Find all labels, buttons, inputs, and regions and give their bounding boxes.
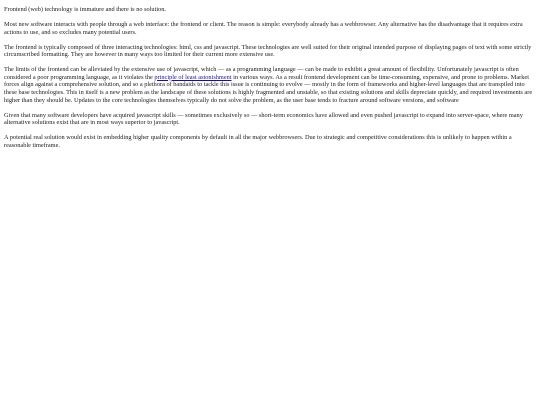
paragraph-web-interface: Most new software interacts with people through a web interface: the frontend or client. The reason is simple: everybody already has a webbrowser. Any alternative has the disadvantage that it requires extra actions to use, and so excludes many potential users. <box>4 20 523 36</box>
paragraph-javascript-limits-after: in various ways. As a result frontend development can be time-consuming, expensive, and prone to problems. Market forces align against a comprehensive solution, and so a plethora of bandaids to tackle this issue is continuing to evolve — mostly in the form of frameworks and higher-level languages that are transpiled into these base technologies. This in itself is a new problem as the landscape of these solutions is highly fragmented and unstable, so that existing solutions and skills depreciate quickly, and required investments are higher than they should be. Updates to the core technologies themselves typically do not solve the problem, as the user base tends to fracture around software versions, and software <box>4 73 533 104</box>
paragraph-javascript-limits <box>4 66 536 104</box>
paragraph-javascript-limits-before: The limits of the frontend can be alleviated by the extensive use of javascript, which — as a programming language — can be made to exhibit a great amount of flexibility. Unfortunately javascript is often considered a poor programming language, as it violates the <box>4 66 519 81</box>
paragraph-frontend-technologies: The frontend is typically composed of three interacting technologies: html, css and javascript. These technologies are well suited for their original intended purpose of displaying pages of text with some strictly circumscribed formatting. They are however in many ways too limited for their current more extensive use. <box>4 43 532 59</box>
paragraph-server-space: Given that many software developers have acquired javascript skills — sometimes exclusively so — short-term economics have allowed and even pushed javascript to expand into server-space, where many alternative solutions exist that are in most ways superior to javascript. <box>4 111 523 127</box>
document-body <box>0 0 540 149</box>
paragraph-potential-solution: A potential real solution would exist in embedding higher quality components by default in all the major webbrowsers. Due to strategic and competitive considerations this is unlikely to happen within a reasonable timeframe. <box>4 134 512 149</box>
principle-of-least-astonishment-link[interactable]: principle of least astonishment <box>154 73 232 81</box>
paragraph-intro: Frontend (web) technology is immature and there is no solution. <box>4 6 166 13</box>
